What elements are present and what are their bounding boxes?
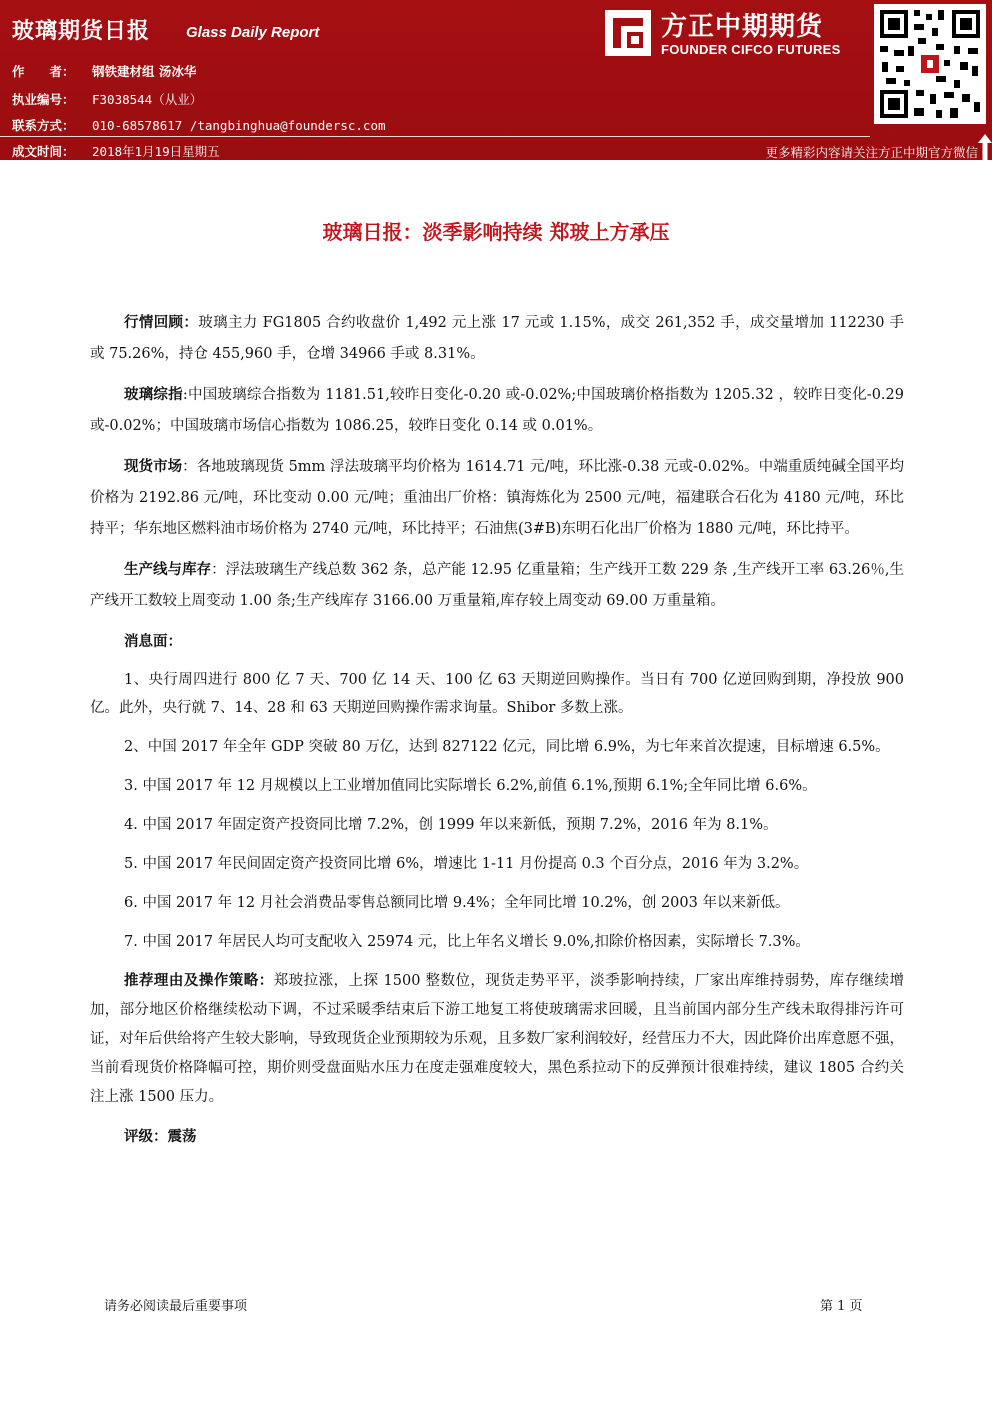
report-header (0, 0, 992, 160)
meta-value: 010-68578617 /tangbinghua@foundersc.com (92, 118, 386, 133)
production-paragraph (90, 555, 904, 617)
meta-author (12, 62, 196, 80)
rating-paragraph (90, 1122, 904, 1153)
news-item: 7. 中国 2017 年居民人均可支配收入 25974 元，比上年名义增长 9.0%,扣除价格因素，实际增长 7.3%。 (124, 934, 810, 950)
glass-index-paragraph (90, 380, 904, 442)
strategy-paragraph (90, 967, 904, 1112)
meta-license (12, 90, 202, 108)
spot-market-paragraph (90, 452, 904, 545)
news-item: 4. 中国 2017 年固定资产投资同比增 7.2%，创 1999 年以来新低，预期 7.2%，2016 年为 8.1%。 (124, 817, 778, 833)
news-heading: 消息面： (124, 634, 182, 650)
meta-contact (12, 116, 386, 134)
section-text: :中国玻璃综合指数为 1181.51,较昨日变化-0.20 或-0.02%;中国玻璃价格指数为 1205.32 ，较昨日变化-0.29 或-0.02%；中国玻璃市场信心指数为 1086.25，较昨日变化 0.14 或 0.01%。 (90, 387, 904, 434)
footer-notice: 请务必阅读最后重要事项 (104, 1299, 248, 1314)
meta-value: F3038544（从业） (92, 92, 203, 107)
arrow-up-icon (978, 134, 992, 160)
logo-text-cn: 方正中期期货 (661, 12, 824, 42)
news-item: 6. 中国 2017 年 12 月社会消费品零售总额同比增 9.4%；全年同比增 10.2%，创 2003 年以来新低。 (124, 895, 790, 911)
news-item: 5. 中国 2017 年民间固定资产投资同比增 6%，增速比 1-11 月份提高 0.3 个百分点，2016 年为 3.2%。 (124, 856, 809, 872)
follow-wechat-text: 更多精彩内容请关注方正中期官方微信 (765, 145, 978, 160)
market-review-paragraph (90, 308, 904, 370)
news-item: 1、央行周四进行 800 亿 7 天、700 亿 14 天、100 亿 63 天期逆回购操作。当日有 700 亿逆回购到期，净投放 900 亿。此外，央行就 7、14、28 和 63 天期逆回购操作需求询量。Shibor 多数上涨。 (90, 672, 904, 716)
meta-label: 执业编号： (12, 92, 75, 107)
rating-label: 评级： (124, 1129, 168, 1145)
section-text: 郑玻拉涨，上探 1500 整数位，现货走势平平，淡季影响持续，厂家出库维持弱势，库存继续增加，部分地区价格继续松动下调，不过采暖季结束后下游工地复工将使玻璃需求回暖，且当前国内部分生产线未取得排污许可证，对年后供给将产生较大影响，导致现货企业预期较为乐观，且多数厂家利润较好，经营压力不大，因此降价出库意愿不强，当前看现货价格降幅可控，期价则受盘面贴水压力在度走强难度较大，黑色系拉动下的反弹预计很难持续，建议 1805 合约关注上涨 1500 压力。 (90, 973, 905, 1105)
report-title: 玻璃期货日报 (12, 19, 151, 44)
header-divider (0, 136, 870, 137)
section-label: 生产线与库存 (124, 562, 212, 578)
rating-value: 震荡 (167, 1129, 197, 1145)
meta-label: 作 者： (12, 64, 75, 79)
qr-code-icon[interactable] (874, 4, 986, 124)
report-body (90, 308, 904, 1163)
meta-value: 钢铁建材组 汤冰华 (92, 64, 197, 79)
meta-label: 联系方式： (12, 118, 75, 133)
news-item: 2、中国 2017 年全年 GDP 突破 80 万亿，达到 827122 亿元，同比增 6.9%，为七年来首次提速，目标增速 6.5%。 (124, 739, 890, 755)
section-label: 玻璃综指 (124, 387, 183, 403)
section-label: 行情回顾： (124, 315, 199, 331)
report-title-en: Glass Daily Report (186, 24, 320, 41)
document-title: 玻璃日报：淡季影响持续 郑玻上方承压 (322, 220, 670, 244)
section-label: 推荐理由及操作策略： (124, 973, 274, 989)
meta-value: 2018年1月19日星期五 (92, 144, 220, 159)
news-item: 3. 中国 2017 年 12 月规模以上工业增加值同比实际增长 6.2%,前值 6.1%,预期 6.1%;全年同比增 6.6%。 (124, 778, 817, 794)
logo-text-en: FOUNDER CIFCO FUTURES (661, 42, 841, 57)
meta-date (12, 142, 220, 160)
meta-label: 成文时间： (12, 144, 75, 159)
section-label: 现货市场 (124, 459, 183, 475)
company-logo (603, 4, 863, 64)
founder-logo-icon (603, 8, 653, 58)
page-number: 第 1 页 (820, 1299, 863, 1314)
section-text: 玻璃主力 FG1805 合约收盘价 1,492 元上涨 17 元或 1.15%，成交 261,352 手，成交量增加 112230 手或 75.26%，持仓 455,960 手，仓增 34966 手或 8.31%。 (90, 315, 904, 362)
section-text: ：浮法玻璃生产线总数 362 条，总产能 12.95 亿重量箱；生产线开工数 229 条 ,生产线开工率 63.26％,生产线开工数较上周变动 1.00 条;生产线库存 3166.00 万重量箱,库存较上周变动 69.00 万重量箱。 (90, 562, 904, 609)
section-text: ：各地玻璃现货 5mm 浮法玻璃平均价格为 1614.71 元/吨，环比涨-0.38 元或-0.02%。中端重质纯碱全国平均价格为 2192.86 元/吨，环比变动 0.00 元/吨；重油出厂价格：镇海炼化为 2500 元/吨，福建联合石化为 4180 元/吨，环比持平；华东地区燃料油市场价格为 2740 元/吨，环比持平；石油焦(3#B)东明石化出厂价格为 1880 元/吨，环比持平。 (90, 459, 904, 537)
